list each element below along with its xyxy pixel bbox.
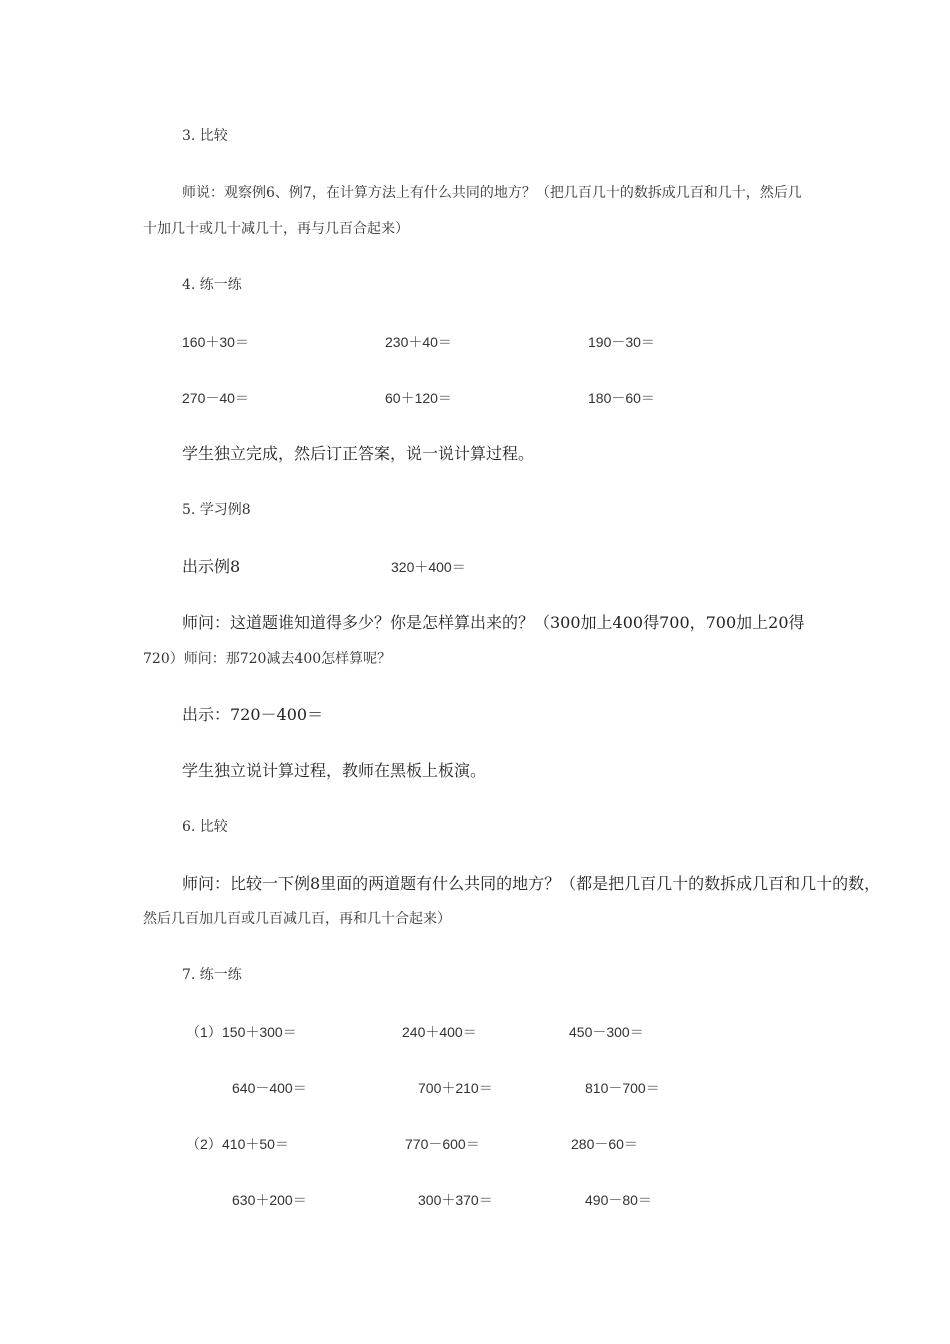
- exercise-4-6: 180－60＝: [588, 390, 655, 406]
- exercise-7-1-5: 700＋210＝: [418, 1080, 493, 1096]
- show-example-8-label: 出示例8: [182, 557, 241, 576]
- exercise-7-1-1: 150＋300＝: [222, 1024, 297, 1040]
- exercise-group-2-label: （2）: [186, 1136, 222, 1152]
- section-3-line-2: 十加几十或几十减几十，再与几百合起来）: [143, 221, 409, 237]
- section-3-line-1: 师说：观察例6、例7，在计算方法上有什么共同的地方？（把几百几十的数拆成几百和几十，然后几: [182, 185, 802, 201]
- section-5-heading: 5. 学习例8: [182, 502, 251, 518]
- exercise-7-2-3: 280－60＝: [571, 1136, 638, 1152]
- exercise-4-2: 230＋40＝: [385, 334, 452, 350]
- section-5-note: 学生独立说计算过程，教师在黑板上板演。: [182, 761, 487, 780]
- exercise-7-1-6: 810－700＝: [585, 1080, 660, 1096]
- section-6-heading: 6. 比较: [182, 819, 228, 835]
- exercise-7-2-6: 490－80＝: [585, 1192, 652, 1208]
- show-example-8-expression: 320＋400＝: [391, 559, 466, 575]
- exercise-7-2-1: 410＋50＝: [222, 1136, 289, 1152]
- section-5-question-line-1: 师问：这道题谁知道得多少？你是怎样算出来的？（300加上400得700，700加上20得: [182, 613, 805, 632]
- exercise-7-2-4: 630＋200＝: [232, 1192, 307, 1208]
- exercise-7-1-2: 240＋400＝: [402, 1024, 477, 1040]
- section-6-line-2: 然后几百加几百或几百减几百，再和几十合起来）: [143, 911, 451, 927]
- exercise-4-3: 190－30＝: [588, 334, 655, 350]
- section-5-question-line-2: 720）师问：那720减去400怎样算呢？: [143, 651, 392, 667]
- exercise-7-2-2: 770－600＝: [405, 1136, 480, 1152]
- exercise-7-1-4: 640－400＝: [232, 1080, 307, 1096]
- section-6-line-1: 师问：比较一下例8里面的两道题有什么共同的地方？（都是把几百几十的数拆成几百和几十的数，: [182, 874, 881, 893]
- section-7-heading: 7. 练一练: [182, 967, 242, 983]
- section-5-show-2: 出示：720－400＝: [182, 705, 324, 724]
- exercise-4-4: 270－40＝: [182, 390, 249, 406]
- exercise-7-2-5: 300＋370＝: [418, 1192, 493, 1208]
- exercise-group-1-label: （1）: [186, 1024, 222, 1040]
- section-4-heading: 4. 练一练: [182, 277, 242, 293]
- exercise-7-1-3: 450－300＝: [569, 1024, 644, 1040]
- exercise-4-1: 160＋30＝: [182, 334, 249, 350]
- section-4-note: 学生独立完成，然后订正答案，说一说计算过程。: [182, 444, 535, 463]
- section-3-heading: 3. 比较: [182, 128, 228, 144]
- exercise-4-5: 60＋120＝: [385, 390, 452, 406]
